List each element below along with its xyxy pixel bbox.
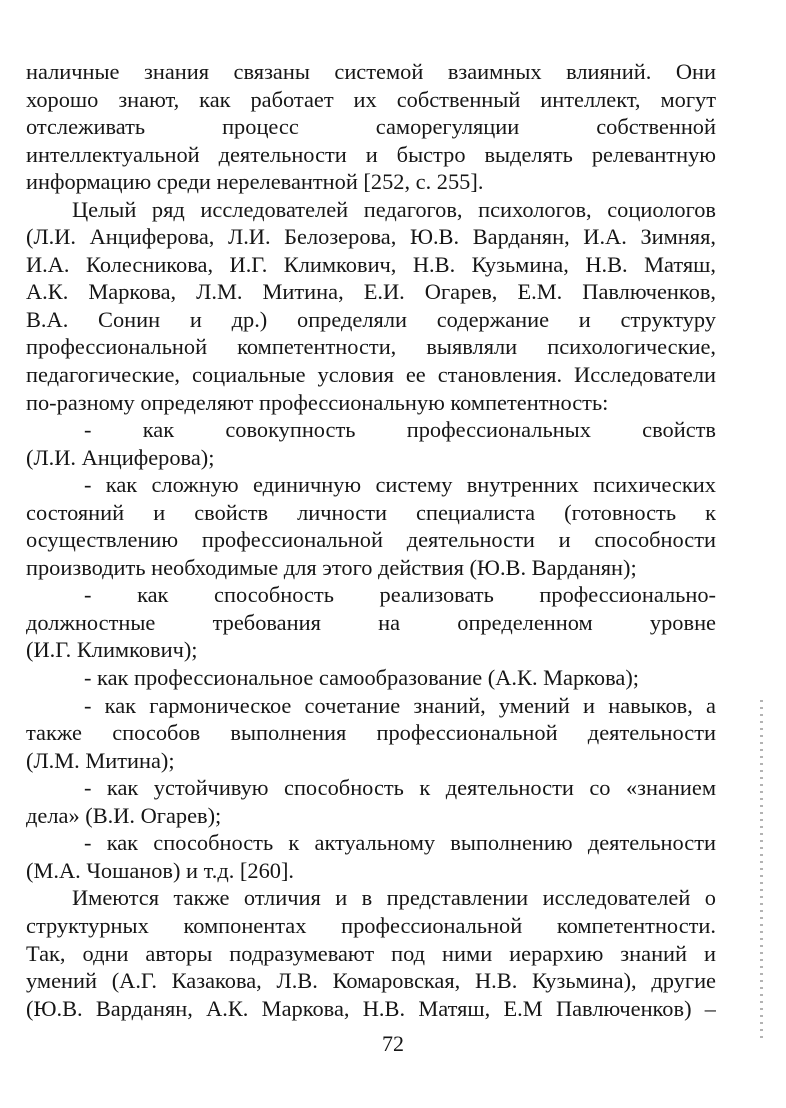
text-line: производить необходимые для этого действия (Ю.В. Варданян); xyxy=(26,554,637,580)
text-line: должностные требования на определенном уровне xyxy=(26,609,716,635)
text-line: (М.А. Чошанов) и т.д. [260]. xyxy=(26,857,295,883)
text-line: И.А. Колесникова, И.Г. Климкович, Н.В. Кузьмина, Н.В. Матяш, xyxy=(26,251,716,277)
text-line: структурных компонентах профессиональной компетентности. xyxy=(26,912,716,938)
text-line: - как способность реализовать профессионально- xyxy=(84,582,716,608)
text-line: (Л.М. Митина); xyxy=(26,747,175,773)
text-line: В.А. Сонин и др.) определяли содержание и структуру xyxy=(26,306,716,332)
text-line: - как совокупность профессиональных свойств xyxy=(84,417,716,443)
text-line: наличные знания связаны системой взаимных влияний. Они xyxy=(26,59,716,84)
text-line: умений (А.Г. Казакова, Л.В. Комаровская, Н.В. Кузьмина), другие xyxy=(26,968,716,994)
text-line: состояний и свойств личности специалиста (готовность к xyxy=(26,499,716,525)
scan-margin-marks xyxy=(760,700,763,1040)
text-line: по-разному определяют профессиональную компетентность: xyxy=(26,389,609,415)
text-line: информацию среди нерелевантной [252, с. 255]. xyxy=(26,169,484,195)
text-line: Целый ряд исследователей педагогов, психологов, социологов xyxy=(72,196,716,222)
text-line: (Л.И. Анциферова, Л.И. Белозерова, Ю.В. Варданян, И.А. Зимняя, xyxy=(26,224,716,250)
text-line: Имеются также отличия и в представлении исследователей о xyxy=(72,885,716,911)
page-body xyxy=(26,58,716,1022)
text-line: дела» (В.И. Огарев); xyxy=(26,802,222,828)
text-line: Так, одни авторы подразумевают под ними иерархию знаний и xyxy=(26,940,716,966)
text-line: - как сложную единичную систему внутренних психических xyxy=(84,472,716,498)
text-line: - как гармоническое сочетание знаний, умений и навыков, а xyxy=(84,692,716,718)
text-line: хорошо знают, как работает их собственный интеллект, могут xyxy=(26,86,716,112)
text-line: - как устойчивую способность к деятельности со «знанием xyxy=(84,775,716,801)
text-line: профессиональной компетентности, выявляли психологические, xyxy=(26,334,716,360)
text-line: (Л.И. Анциферова); xyxy=(26,444,215,470)
text-line: осуществлению профессиональной деятельности и способности xyxy=(26,527,716,553)
text-line: - как профессиональное самообразование (А.К. Маркова); xyxy=(84,665,640,691)
text-line: (Ю.В. Варданян, А.К. Маркова, Н.В. Матяш, Е.М Павлюченков) – xyxy=(26,995,716,1021)
text-line: интеллектуальной деятельности и быстро выделять релевантную xyxy=(26,141,716,167)
page-number: 72 xyxy=(382,1031,404,1056)
text-line: (И.Г. Климкович); xyxy=(26,637,198,663)
text-line: отслеживать процесс саморегуляции собственной xyxy=(26,114,716,140)
text-line: педагогические, социальные условия ее становления. Исследователи xyxy=(26,362,716,388)
text-line: - как способность к актуальному выполнению деятельности xyxy=(84,830,716,856)
text-line: А.К. Маркова, Л.М. Митина, Е.И. Огарев, Е.М. Павлюченков, xyxy=(26,279,716,305)
text-line: также способов выполнения профессиональной деятельности xyxy=(26,720,716,746)
